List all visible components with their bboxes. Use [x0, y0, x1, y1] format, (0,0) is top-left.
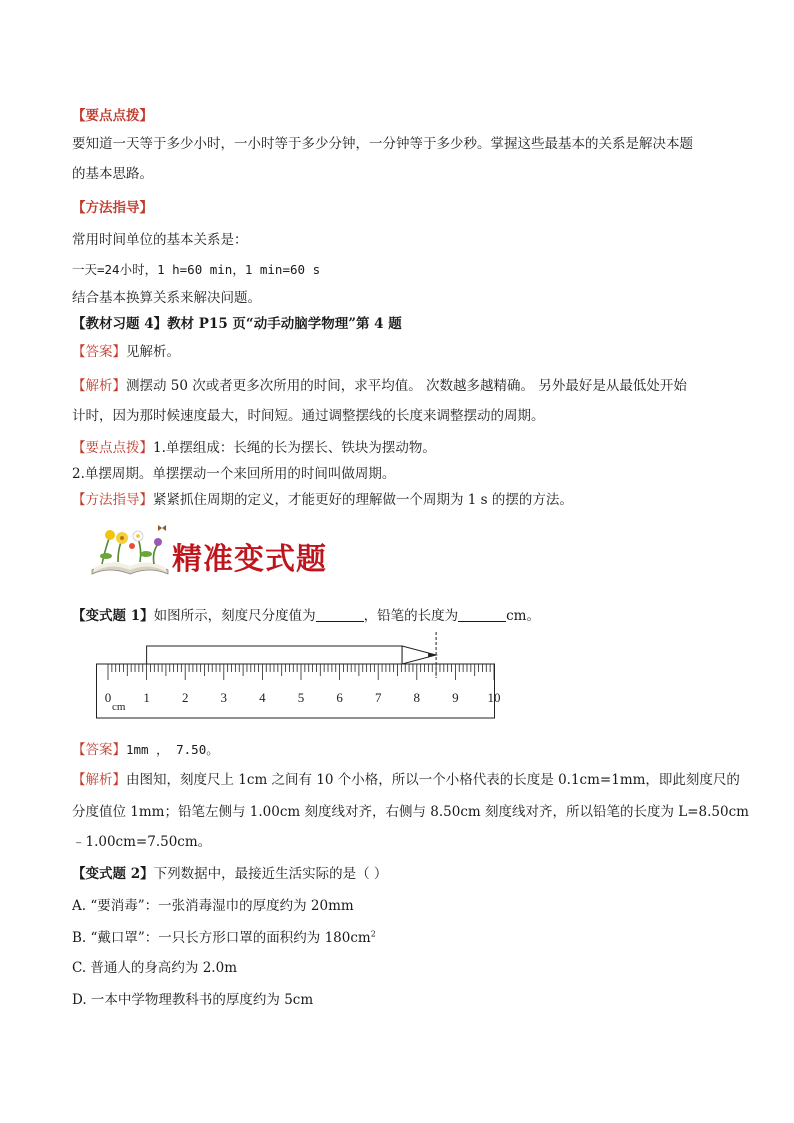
banner-title: 精准变式题: [172, 542, 327, 577]
variant-2-text: 下列数据中，最接近生活实际的是（ ）: [153, 866, 388, 882]
key-tag: 【要点点拨】: [72, 440, 153, 456]
exercise-4-key-1: [72, 436, 436, 456]
variant-1-answer: [72, 738, 219, 758]
variant-1-analysis-text-1: 由图知，刻度尺上 1cm 之间有 10 个小格，所以一个小格代表的长度是 0.1cm=1mm，即此刻度尺的: [126, 772, 740, 788]
variant-1-text-b: ，铅笔的长度为: [363, 608, 459, 624]
variant-1-text-a: 如图所示，刻度尺分度值为: [153, 608, 316, 624]
exercise-4-method: [72, 488, 573, 508]
key-points-heading: 【要点点拨】: [72, 108, 153, 124]
method-tag: 【方法指导】: [72, 492, 153, 508]
blank-division-value: [316, 608, 364, 622]
variant-1-answer-text: 1mm ， 7.50。: [126, 742, 219, 757]
analysis-text-1: 测摆动 50 次或者更多次所用的时间，求平均值。 次数越多越精确。 另外最好是从最低处开始: [126, 378, 687, 394]
key-points-text-2: 的基本思路。: [72, 166, 153, 182]
variant-1-analysis-1: [72, 768, 740, 788]
option-b: [72, 926, 376, 946]
answer-tag: 【答案】: [72, 344, 126, 360]
exercise-4-title: 【教材习题 4】教材 P15 页“动手动脑学物理”第 4 题: [72, 316, 402, 332]
variant-2-tag: 【变式题 2】: [72, 866, 154, 882]
ruler-label-6: 6: [336, 690, 343, 705]
analysis-tag: 【解析】: [72, 378, 126, 394]
ruler-label-1: 1: [143, 690, 150, 705]
ruler-label-0: 0: [104, 690, 112, 705]
option-d: D. 一本中学物理教科书的厚度约为 5cm: [72, 992, 314, 1008]
blank-pencil-length: [458, 608, 506, 622]
ruler-label-3: 3: [220, 690, 228, 705]
variant-1-analysis-3: ﹣1.00cm=7.50cm。: [72, 834, 212, 850]
ruler-label-8: 8: [413, 690, 421, 705]
option-c: C. 普通人的身高约为 2.0m: [72, 960, 237, 976]
variant-1-analysis-tag: 【解析】: [72, 772, 126, 788]
ruler-label-7: 7: [374, 690, 382, 705]
answer-text: 见解析。: [126, 344, 180, 360]
variant-1-question: [72, 604, 540, 624]
pencil-body: [147, 646, 403, 664]
key-text-1: 1.单摆组成：长绳的长为摆长、铁块为摆动物。: [153, 440, 436, 456]
method-text-2: 一天=24小时，1 h=60 min，1 min=60 s: [72, 262, 321, 277]
exercise-4-answer: [72, 340, 180, 360]
variant-2-question: [72, 862, 387, 882]
ruler-label-2: 2: [181, 690, 189, 705]
option-b-text: B. “戴口罩”：一只长方形口罩的面积约为 180cm: [72, 930, 371, 946]
method-text-1: 常用时间单位的基本关系是：: [72, 232, 248, 248]
ruler-label-4: 4: [259, 690, 266, 705]
exercise-4-analysis-1: [72, 374, 687, 394]
variant-1-answer-tag: 【答案】: [72, 742, 126, 758]
book-flowers-illustration: [88, 522, 172, 578]
ruler-label-10: 10: [487, 690, 501, 705]
variant-1-analysis-2: 分度值位 1mm；铅笔左侧与 1.00cm 刻度线对齐，右侧与 8.50cm 刻度线对齐，所以铅笔的长度为 L=8.50cm: [72, 804, 749, 820]
ruler-body: [97, 664, 495, 718]
method-text-3: 结合基本换算关系来解决问题。: [72, 290, 261, 306]
ruler-label-5: 5: [297, 690, 305, 705]
ruler-label-9: 9: [452, 690, 459, 705]
ruler-unit-label: cm: [112, 701, 126, 713]
option-b-superscript: 2: [370, 929, 376, 939]
method-heading: 【方法指导】: [72, 200, 153, 216]
variant-1-tag: 【变式题 1】: [72, 608, 154, 624]
key-points-text-1: 要知道一天等于多少小时，一小时等于多少分钟，一分钟等于多少秒。掌握这些最基本的关系是解决本题: [72, 136, 693, 152]
exercise-4-key-2: 2.单摆周期。单摆摆动一个来回所用的时间叫做周期。: [72, 466, 396, 482]
variant-1-text-c: cm。: [506, 608, 540, 624]
ruler-figure: [96, 630, 501, 722]
method-text: 紧紧抓住周期的定义，才能更好的理解做一个周期为 1 s 的摆的方法。: [153, 492, 573, 508]
exercise-4-analysis-2: 计时，因为那时候速度最大，时间短。通过调整摆线的长度来调整摆动的周期。: [72, 408, 545, 424]
option-a: A. “要消毒”：一张消毒湿巾的厚度约为 20mm: [72, 898, 354, 914]
